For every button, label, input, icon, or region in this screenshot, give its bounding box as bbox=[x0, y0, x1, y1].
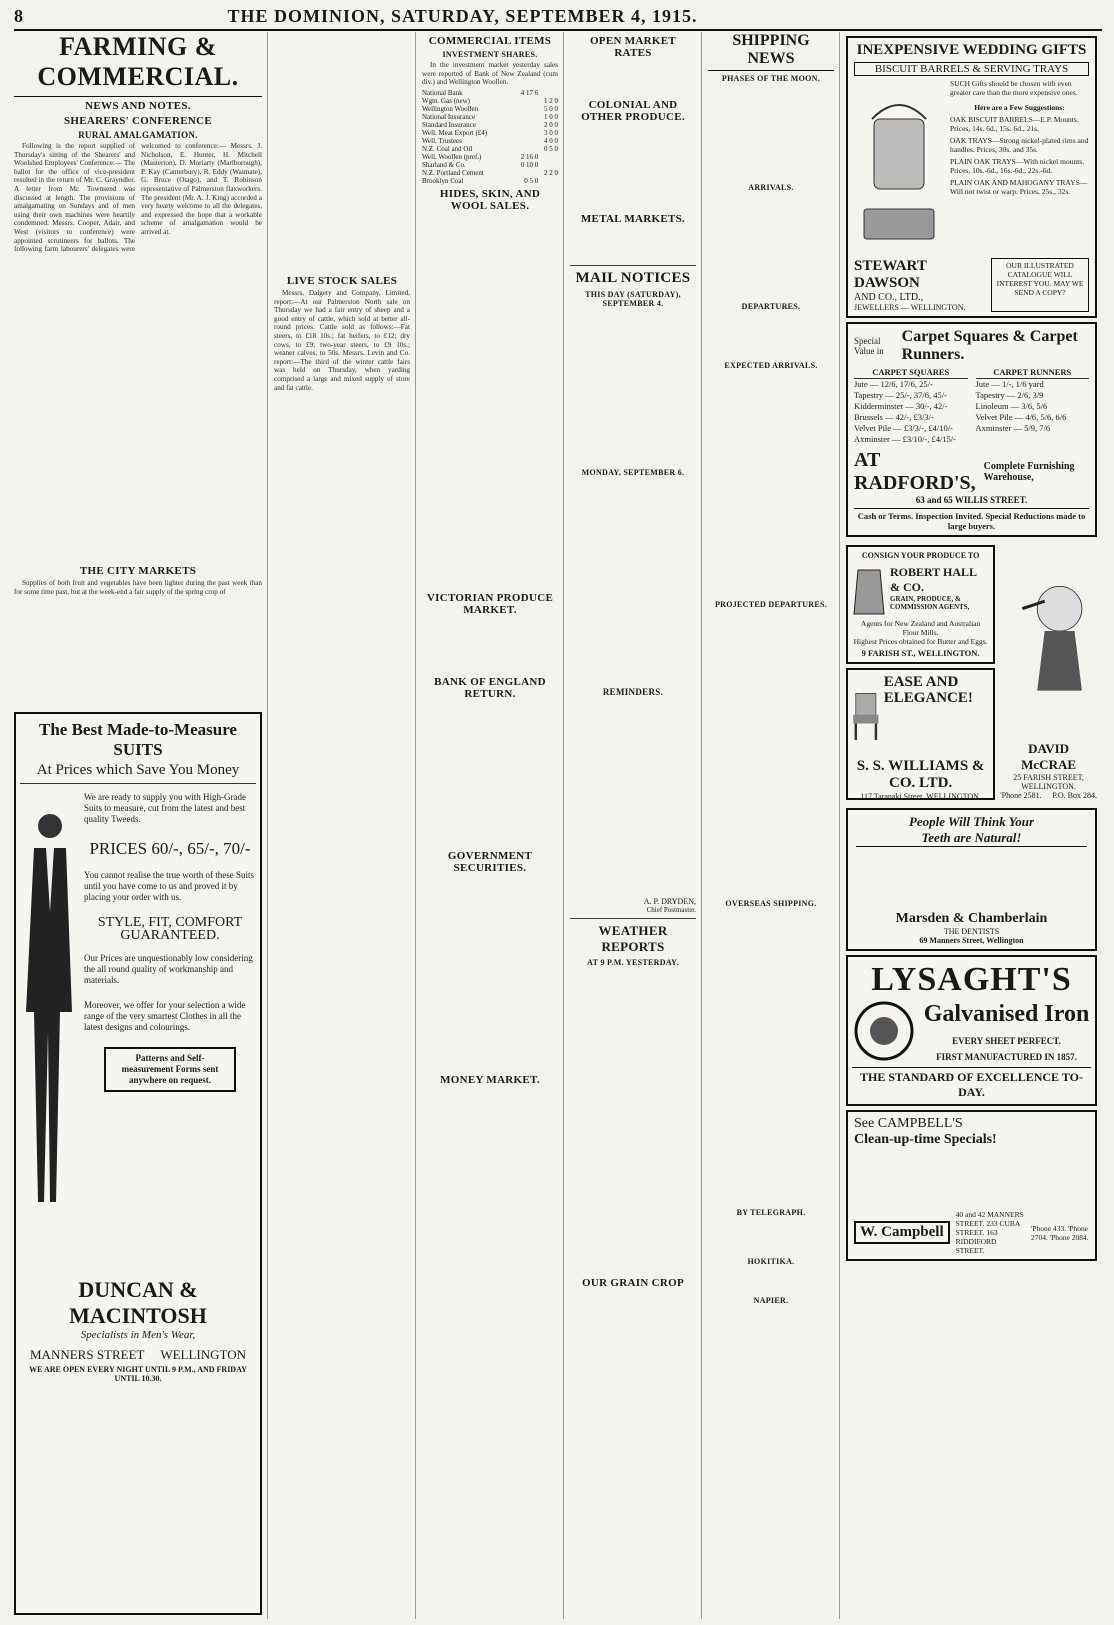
ad-robert-hall bbox=[846, 545, 995, 664]
news-head: NEWS AND NOTES. bbox=[85, 100, 191, 112]
ad-lysaght-prod: Galvanised Iron bbox=[923, 1000, 1090, 1027]
share-name: Brooklyn Coal bbox=[422, 176, 464, 185]
share-sellers: 1 2 0 bbox=[544, 96, 558, 105]
columns bbox=[14, 32, 1102, 1619]
ad-slogan2: GUARANTEED. bbox=[120, 928, 220, 943]
carpet-square-price: Jute — 12/6, 17/6, 25/- bbox=[854, 379, 933, 389]
hokitika-head: HOKITIKA. bbox=[747, 1257, 795, 1266]
ad-ease-company: S. S. WILLIAMS & CO. LTD. bbox=[856, 758, 985, 791]
ad-carpet-company: AT RADFORD'S, bbox=[854, 449, 976, 494]
ad-carpet-head2: Carpet Squares & Carpet Runners. bbox=[901, 328, 1078, 363]
share-sellers: 2 2 0 bbox=[544, 168, 558, 177]
masthead bbox=[14, 6, 1102, 31]
ad-wedding-item: OAK TRAYS—Strong nickel-plated rims and handles. Prices, 30s. and 35s. bbox=[950, 136, 1089, 154]
section-title: FARMING & COMMERCIAL. bbox=[14, 32, 262, 97]
commercial-head: COMMERCIAL ITEMS bbox=[428, 35, 552, 47]
ad-wedding-item: PLAIN OAK TRAYS—With nickel mounts. Prices, 10s.-6d., 16s.-6d., 22s.-6d. bbox=[950, 157, 1085, 175]
biscuit-barrel-icon bbox=[854, 79, 944, 249]
carpet-runner-price: Axminster — 5/9, 7/6 bbox=[975, 423, 1051, 433]
ad-body2: You cannot realise the true worth of these Suits until you have come to us and proved it by placing your order with us. bbox=[84, 870, 255, 902]
monday-head: MONDAY, SEPTEMBER 6. bbox=[581, 468, 685, 477]
table-row bbox=[422, 137, 558, 145]
ad-carpet-sq: CARPET SQUARES bbox=[854, 367, 968, 379]
ad-carpet-tag: Complete Furnishing Warehouse, bbox=[983, 461, 1075, 483]
share-buyers bbox=[514, 129, 539, 137]
table-row bbox=[422, 129, 558, 137]
ad-campbell-address: 40 and 42 MANNERS STREET. 233 CUBA STREET. 163 RIDDIFORD STREET. bbox=[955, 1210, 1024, 1255]
column-farming bbox=[14, 32, 268, 1619]
table-row bbox=[422, 97, 558, 105]
ad-teeth-company: Marsden & Chamberlain bbox=[895, 911, 1048, 926]
page-number: 8 bbox=[14, 6, 23, 26]
weather-head: WEATHER REPORTS bbox=[598, 923, 668, 954]
table-row bbox=[422, 153, 558, 161]
city-markets-body: Supplies of both fruit and vegetables have been lighter during the past week than for some time past, but at the week-end a fair supply of the spring crop of bbox=[14, 579, 262, 596]
telegraph-head: BY TELEGRAPH. bbox=[736, 1208, 806, 1217]
ad-carpet-head1: Special Value in bbox=[854, 336, 884, 356]
share-name: Sharland & Co. bbox=[422, 160, 466, 169]
armchair-icon bbox=[852, 674, 880, 758]
share-name: Wgtn. Gas (new) bbox=[422, 96, 471, 105]
expected-head: EXPECTED ARRIVALS. bbox=[724, 361, 818, 370]
share-buyers: 2 16 0 bbox=[520, 152, 539, 161]
ad-campbell bbox=[846, 1110, 1097, 1261]
share-name: Well. Trustees bbox=[422, 136, 462, 145]
ad-hall-agents: Agents for New Zealand and Australian Flour Mills. bbox=[860, 619, 981, 637]
metal-head: METAL MARKETS. bbox=[580, 213, 686, 225]
live-stock-body: Messrs. Dalgety and Company, Limited, report:—At our Palmerston North sale on Thursday we had a fair entry of sheep and a good entry of cattle, which sold at better all-round prices. Cattle sold as follows:—Fat steers, to £18 10s.; fat heifers, to £12; dry cows, to £9; two-year steers, to £9 10s.; weaner calves, to 50s. Messrs. Levin and Co. report:—The third of the winter cattle fairs was held on Thursday, when yarding comprised a large and mixed supply of store and fat cattle. bbox=[274, 289, 410, 392]
share-sellers: 2 0 0 bbox=[544, 120, 558, 129]
ad-body4: Moreover, we offer for your selection a wide range of the very smartest Clothes in all the latest designs and colourings. bbox=[84, 1000, 246, 1032]
share-buyers bbox=[514, 105, 539, 113]
carpet-runner-price: Velvet Pile — 4/6, 5/6, 6/6 bbox=[975, 412, 1067, 422]
ad-wedding-address: JEWELLERS — WELLINGTON. bbox=[854, 303, 966, 312]
open-market-head: OPEN MARKET RATES bbox=[589, 35, 677, 59]
ad-radfords bbox=[846, 322, 1097, 537]
share-sellers: 4 0 0 bbox=[544, 136, 558, 145]
ad-duncan-macintosh bbox=[14, 712, 262, 1615]
article-subhead: RURAL AMALGAMATION. bbox=[78, 130, 198, 140]
paper-title: THE DOMINION, SATURDAY, SEPTEMBER 4, 1915. bbox=[227, 6, 698, 26]
napier-head: NAPIER. bbox=[753, 1296, 789, 1305]
victoria-head: VICTORIAN PRODUCE MARKET. bbox=[426, 591, 554, 616]
ad-stewart-dawson bbox=[846, 36, 1097, 318]
ad-mccrae-address: 25 FARISH STREET, WELLINGTON. bbox=[1013, 773, 1084, 791]
share-name: National Bank bbox=[422, 88, 463, 97]
ad-teeth-head2: Teeth are Natural! bbox=[856, 830, 1087, 847]
mail-sub: THIS DAY (SATURDAY), SEPTEMBER 4. bbox=[585, 290, 681, 308]
ad-prices: PRICES 60/-, 65/-, 70/- bbox=[89, 839, 251, 858]
table-row bbox=[422, 177, 558, 185]
ad-hall-company: ROBERT HALL & CO. bbox=[890, 565, 977, 594]
moon-head: PHASES OF THE MOON. bbox=[721, 74, 821, 83]
ad-wedding-company: STEWART DAWSON bbox=[854, 258, 927, 291]
carpet-runner-price: Tapestry — 2/6, 3/9 bbox=[975, 390, 1044, 400]
bank-head: BANK OF ENGLAND RETURN. bbox=[434, 675, 546, 700]
share-name: N.Z. Portland Cement bbox=[422, 168, 484, 177]
ad-mccrae-box: P.O. Box 284. bbox=[1052, 791, 1097, 800]
trademark-seal-icon bbox=[852, 999, 916, 1063]
table-row bbox=[422, 89, 558, 97]
share-sellers: 0 5 0 bbox=[544, 144, 558, 153]
carpet-runner-price: Linoleum — 3/6, 5/6 bbox=[975, 401, 1048, 411]
ad-lysaght bbox=[846, 955, 1097, 1106]
ad-teeth-role: THE DENTISTS bbox=[943, 927, 1000, 936]
investment-head: INVESTMENT SHARES. bbox=[442, 50, 538, 59]
ad-wedding-catalogue: OUR ILLUSTRATED CATALOGUE WILL INTEREST YOU. MAY WE SEND A COPY? bbox=[991, 258, 1089, 312]
ad-wedding-head: INEXPENSIVE WEDDING GIFTS bbox=[856, 42, 1087, 58]
ad-lysaght-sub2: FIRST MANUFACTURED IN 1857. bbox=[936, 1051, 1077, 1062]
ad-slogan1: STYLE, FIT, COMFORT bbox=[97, 915, 243, 930]
share-buyers bbox=[514, 145, 539, 153]
ad-campbell-head2: Clean-up-time Specials! bbox=[854, 1132, 997, 1147]
ad-wedding-item: PLAIN OAK AND MAHOGANY TRAYS—Will not twist or warp. Prices, 25s., 32s. bbox=[950, 178, 1088, 196]
ad-address-left: MANNERS STREET bbox=[30, 1347, 145, 1362]
table-row bbox=[422, 105, 558, 113]
ad-mccrae-phone: 'Phone 2581. bbox=[1000, 791, 1042, 800]
ad-patterns: Patterns and Self-measurement Forms sent anywhere on request. bbox=[104, 1047, 236, 1092]
ad-hall-desc: GRAIN, PRODUCE, & COMMISSION AGENTS, bbox=[890, 595, 970, 611]
ad-campbell-head1: See CAMPBELL'S bbox=[854, 1116, 963, 1131]
hides-head: HIDES, SKIN, AND WOOL SALES. bbox=[439, 187, 541, 212]
ad-hours: WE ARE OPEN EVERY NIGHT UNTIL 9 P.M., AND FRIDAY UNTIL 10.30. bbox=[29, 1365, 247, 1383]
ad-campbell-phones: 'Phone 433. 'Phone 2704. 'Phone 2084. bbox=[1031, 1223, 1089, 1242]
govt-head: GOVERNMENT SECURITIES. bbox=[447, 849, 533, 874]
ad-hall-prices: Highest Prices obtained for Butter and Eggs. bbox=[853, 637, 988, 646]
ad-mccrae-name: DAVID McCRAE bbox=[1021, 741, 1077, 772]
table-row bbox=[422, 121, 558, 129]
share-sellers bbox=[538, 161, 558, 169]
reminders-head: REMINDERS. bbox=[602, 687, 664, 697]
share-name: National Insurance bbox=[422, 112, 476, 121]
share-buyers bbox=[514, 137, 539, 145]
ad-hall-address: 9 FARISH ST., WELLINGTON. bbox=[861, 648, 980, 658]
carpet-square-price: Kidderminster — 30/-, 42/- bbox=[854, 401, 948, 411]
man-in-suit-icon bbox=[20, 792, 78, 1262]
ad-wedding-suggest: Here are a Few Suggestions: bbox=[974, 103, 1065, 112]
overseas-head: OVERSEAS SHIPPING. bbox=[725, 899, 817, 908]
share-buyers bbox=[514, 113, 539, 121]
ad-ease-head: EASE AND ELEGANCE! bbox=[883, 674, 973, 706]
share-buyers bbox=[514, 97, 539, 105]
ad-company: DUNCAN & MACINTOSH bbox=[69, 1277, 207, 1328]
table-row bbox=[422, 113, 558, 121]
column-advertisements bbox=[846, 32, 1102, 1619]
share-name: N.Z. Coal and Oil bbox=[422, 144, 473, 153]
sack-icon bbox=[852, 560, 886, 616]
projected-head: PROJECTED DEPARTURES. bbox=[714, 600, 828, 609]
ad-carpet-run: CARPET RUNNERS bbox=[976, 367, 1090, 379]
table-row bbox=[422, 169, 558, 177]
city-markets-head: THE CITY MARKETS bbox=[79, 565, 197, 577]
share-buyers: 0 5 0 bbox=[524, 176, 539, 185]
weather-sub: AT 9 P.M. YESTERDAY. bbox=[587, 958, 679, 967]
ad-marsden-chamberlain bbox=[846, 808, 1097, 951]
live-stock-head: LIVE STOCK SALES bbox=[286, 275, 398, 287]
ad-headline: The Best Made-to-Measure SUITS bbox=[39, 720, 237, 759]
shipping-head: SHIPPING NEWS bbox=[708, 32, 834, 71]
carpet-square-price: Tapestry — 25/-, 37/6, 45/- bbox=[854, 390, 947, 400]
share-buyers: 4 17 6 bbox=[520, 88, 539, 97]
article-head: SHEARERS' CONFERENCE bbox=[63, 115, 213, 127]
share-sellers: 5 0 0 bbox=[544, 104, 558, 113]
ad-lysaght-footer: THE STANDARD OF EXCELLENCE TO-DAY. bbox=[852, 1067, 1091, 1100]
money-head: MONEY MARKET. bbox=[440, 1073, 540, 1086]
ad-wedding-company2: AND CO., LTD., bbox=[854, 292, 924, 303]
departures-head: DEPARTURES. bbox=[741, 302, 801, 311]
share-name: Standard Insurance bbox=[422, 120, 476, 129]
ad-body3: Our Prices are unquestionably low considering the all round quality of workmanship and materials. bbox=[84, 953, 253, 985]
column-markets-mail bbox=[570, 32, 702, 1619]
table-row bbox=[422, 145, 558, 153]
ad-lysaght-sub1: EVERY SHEET PERFECT. bbox=[952, 1035, 1061, 1046]
ad-teeth-address: 69 Manners Street, Wellington bbox=[919, 936, 1024, 945]
ad-wedding-item: OAK BISCUIT BARRELS—E.P. Mounts. Prices, 14s. 6d., 15s. 6d., 21s. bbox=[950, 115, 1079, 133]
ad-teeth-head1: People Will Think Your bbox=[908, 814, 1035, 829]
share-buyers bbox=[514, 121, 539, 129]
share-sellers bbox=[538, 89, 558, 97]
signature-title: Chief Postmaster. bbox=[646, 906, 696, 914]
grain-head: OUR GRAIN CROP bbox=[582, 1277, 684, 1289]
ad-hall-top: CONSIGN YOUR PRODUCE TO bbox=[861, 551, 980, 560]
ad-campbell-name: W. Campbell bbox=[854, 1221, 950, 1244]
ad-wedding-body: SUCH Gifts should be chosen with even greater care than the more expensive ones. bbox=[950, 79, 1078, 97]
carpet-square-price: Velvet Pile — £3/3/-, £4/10/- bbox=[854, 423, 953, 433]
column-commercial: COMMERCIAL ITEMS INVESTMENT SHARES. In the investment market yesterday sales were reported of Bank of New Zealand (cum div.) and Wellington Woollen. National Bank 4 17 6 Wgtn. Gas (new) 1 2 0 Wellington Woollen 5 0 0 National Insurance 1 0 0 Standard Insurance 2 0 0 Well. Meat Export (£4) 3 0 0 Well. Trustees 4 0 0 N.Z. Coal and Oil 0 5 0 Well. Woollen (pref.) 2 16 0 Sharland & Co. 0 10 0 N.Z. Portland Cement 2 2 0 Brooklyn Coal 0 5 0 HIDES, SKIN, AND WOOL SALES. VICTORIAN PRODUCE MARKET. BANK OF ENGLAND RETURN. GOVERNMENT SECURITIES. MONEY MARKET. bbox=[422, 32, 564, 1619]
column-live-stock bbox=[274, 32, 416, 1619]
ad-ease-address: 117 Taranaki Street, WELLINGTON. bbox=[860, 792, 981, 801]
carpet-runner-price: Jute — 1/-, 1/6 yard bbox=[975, 379, 1044, 389]
ad-specialists: Specialists in Men's Wear, bbox=[80, 1329, 196, 1341]
ad-carpet-footer: Cash or Terms. Inspection Invited. Special Reductions made to large buyers. bbox=[854, 508, 1089, 531]
share-name: Wellington Woollen bbox=[422, 104, 479, 113]
ad-body: We are ready to supply you with High-Grade Suits to measure, cut from the latest and best quality Tweeds. bbox=[84, 792, 246, 824]
ad-wedding-sub: BISCUIT BARRELS & SERVING TRAYS bbox=[854, 62, 1089, 76]
table-row bbox=[422, 161, 558, 169]
share-buyers: 0 10 0 bbox=[520, 160, 539, 169]
carpet-square-price: Brussels — 42/-, £3/3/- bbox=[854, 412, 934, 422]
column-shipping bbox=[708, 32, 840, 1619]
share-sellers: 3 0 0 bbox=[544, 128, 558, 137]
ad-williams bbox=[846, 668, 995, 800]
share-sellers: 1 0 0 bbox=[544, 112, 558, 121]
ad-address-right: WELLINGTON bbox=[160, 1347, 246, 1362]
carpet-square-price: Axminster — £3/10/-, £4/15/- bbox=[854, 434, 956, 444]
suit-figure bbox=[20, 792, 78, 1267]
shares-table bbox=[422, 89, 558, 185]
share-sellers bbox=[538, 177, 558, 185]
share-name: Well. Meat Export (£4) bbox=[422, 128, 488, 137]
arrivals-head: ARRIVALS. bbox=[748, 183, 794, 192]
shaving-man-icon bbox=[1000, 541, 1097, 721]
colonial-head: COLONIAL AND OTHER PRODUCE. bbox=[581, 99, 685, 123]
mail-head: MAIL NOTICES bbox=[575, 270, 691, 286]
share-name: Well. Woollen (pref.) bbox=[422, 152, 482, 161]
ad-lysaght-head: LYSAGHT'S bbox=[871, 961, 1072, 998]
article-body: Following is the report supplied of Thursday's sitting of the Shearers' and Woolshed Employees' Conference:— The ballot for the office of vice-president resulted in the return of Mr. C. Grayndler. A letter from Mr. Townsend was discussed at length. The provisions of amalgamating on Sundays and of men using their own machines were heartily condemned. Messrs. Cooper, Adair, and West (visitors to conference) were appointed scrutineers for ballots. The following farm labourers' delegates were welcomed to conference:— Messrs. J. Nicholson, E. Hunter, H. Mitchell (Masterton), D. Moriarty (Marlborough), P. Kay (Canterbury), R. Eddy (Waimate), G. Bruce (Otago), and T. Robinson representative of Palmerston flaxworkers. The president (Mr. A. J. King) accorded a very hearty welcome to all the delegates, and expressed the hope that a workable scheme of amalgamation would be arrived at. bbox=[14, 142, 262, 254]
ad-subline: At Prices which Save You Money bbox=[20, 762, 256, 784]
signature: A. P. DRYDEN, bbox=[643, 897, 696, 906]
share-sellers bbox=[538, 153, 558, 161]
ad-carpet-address: 63 and 65 WILLIS STREET. bbox=[915, 495, 1028, 505]
share-buyers bbox=[514, 169, 539, 177]
